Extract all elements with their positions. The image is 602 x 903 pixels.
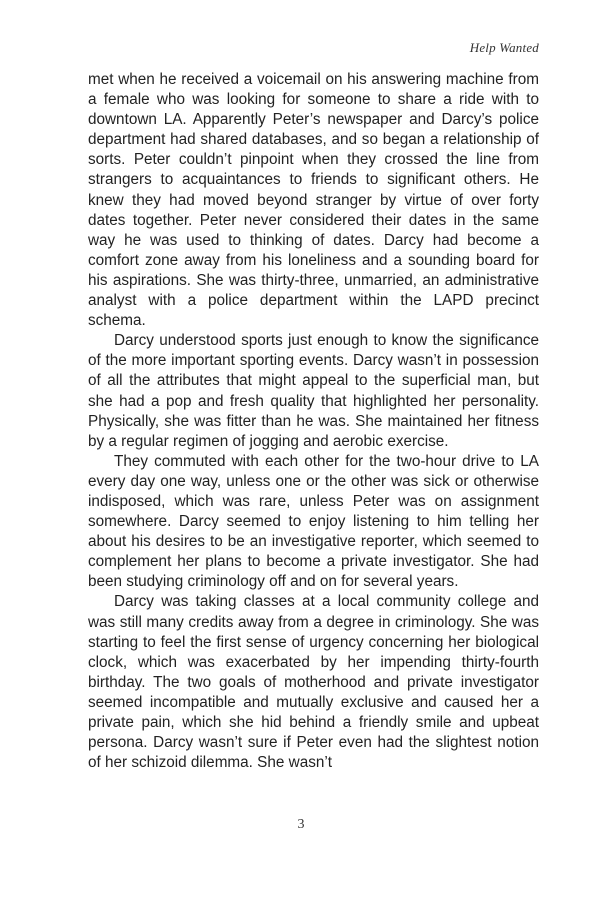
running-head: Help Wanted (469, 40, 539, 55)
paragraph-4: Darcy was taking classes at a local community college and was still many credits away from a degree in criminology. She was starting to feel the first sense of urgency concerning her biological clock, which was exacerbated by her impending thirty-fourth birthday. The two goals of motherhood and private investigator seemed incompatible and mutually exclusive and caused her a private pain, which she hid behind a friendly smile and upbeat persona. Darcy wasn’t sure if Peter even had the slightest notion of her schizoid dilemma. She wasn’t (88, 593, 539, 772)
paragraph-2: Darcy understood sports just enough to know the significance of the more important sporting events. Darcy wasn’t in possession of all the attributes that might appeal to the superficial man, but she had a pop and fresh quality that highlighted her personality. Physically, she was fitter than he was. She maintained her fitness by a regular regimen of jogging and aerobic exercise. (88, 332, 539, 450)
paragraph-1: met when he received a voicemail on his answering machine from a female who was looking for someone to share a ride with to downtown LA. Apparently Peter’s newspaper and Darcy’s police department had shared databases, and so began a relationship of sorts. Peter couldn’t pinpoint when they crossed the line from strangers to acquaintances to friends to significant others. He knew they had moved beyond stranger by virtue of over forty dates together. Peter never considered their dates in the same way he was used to thinking of dates. Darcy had become a comfort zone away from his loneliness and a sounding board for his aspirations. She was thirty-three, unmarried, an administrative analyst with a police department within the LAPD precinct schema. (88, 71, 539, 330)
page-number: 3 (297, 817, 305, 832)
paragraph-3: They commuted with each other for the two-hour drive to LA every day one way, unless one or the other was sick or otherwise indisposed, which was rare, unless Peter was on assignment somewhere. Darcy seemed to enjoy listening to him telling her about his desires to be an investigative reporter, which seemed to complement her plans to become a private investigator. She had been studying criminology off and on for several years. (88, 452, 539, 591)
body-text (88, 70, 539, 773)
